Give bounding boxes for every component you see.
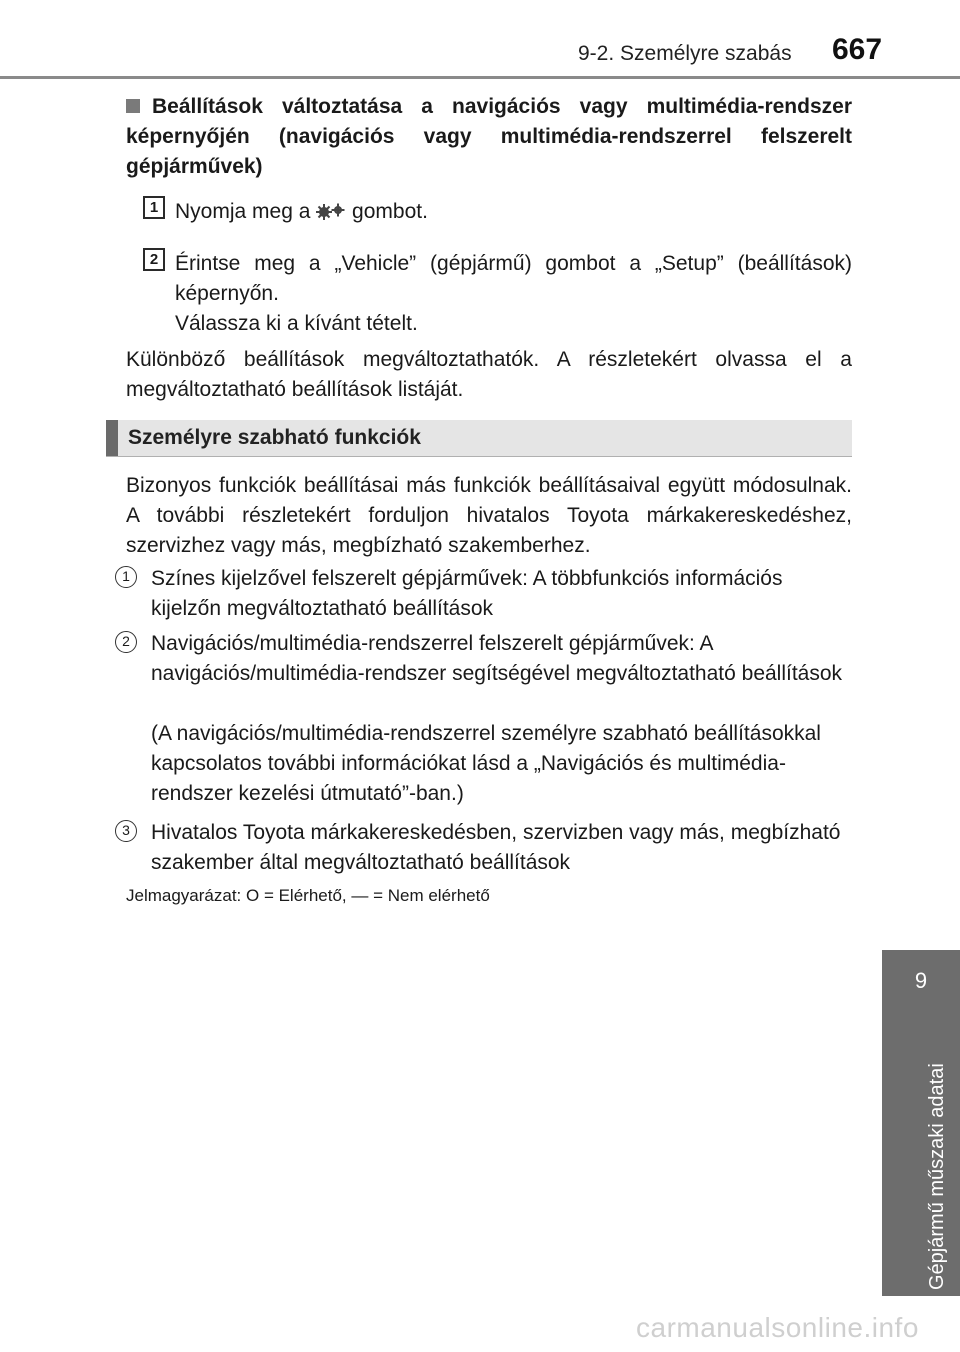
step-2-text: Érintse meg a „Vehicle” (gépjármű) gombot a „Setup” (beállítások) képernyőn. xyxy=(175,252,852,305)
watermark: carmanualsonline.info xyxy=(636,1312,919,1343)
page-number: 667 xyxy=(832,33,883,66)
legend: Jelmagyarázat: O = Elérhető, — = Nem elérhető xyxy=(126,886,490,905)
item-3-text: Hivatalos Toyota márkakereskedésben, szervizben vagy más, megbízható szakember által megváltoztatható beállítások xyxy=(151,821,841,874)
section-label: 9-2. Személyre szabás xyxy=(578,42,792,65)
item-2-note: (A navigációs/multimédia-rendszerrel személyre szabható beállításokkal kapcsolatos további információkat lásd a „Navigációs és multimédia-rendszer kezelési útmutató”-ban.) xyxy=(151,722,821,805)
section-paragraph: Bizonyos funkciók beállításai más funkciók beállításaival együtt módosulnak. A további részletekért forduljon hivatalos Toyota márkakereskedéshez, szervizhez vagy más, megbízható szakemberhez. xyxy=(126,474,852,557)
section-heading xyxy=(106,420,852,456)
section-heading-text: Személyre szabható funkciók xyxy=(128,426,421,449)
step-2-subtext: Válassza ki a kívánt tételt. xyxy=(175,312,418,335)
header-divider xyxy=(0,76,960,79)
item-2-text: Navigációs/multimédia-rendszerrel felszerelt gépjárművek: A navigációs/multimédia-rendszer segítségével megváltoztatható beállítások xyxy=(151,632,843,685)
step-number-1: 1 xyxy=(143,196,165,219)
subsection-heading-text: Beállítások változtatása a navigációs vagy multimédia-rendszer képernyőjén (navigációs vagy multimédia-rendszerrel felszerelt gépjárművek) xyxy=(126,95,852,178)
chapter-title: Gépjármű műszaki adatai xyxy=(926,1063,948,1290)
gear-icon xyxy=(316,199,346,229)
intro-note: Különböző beállítások megváltoztathatók. A részletekért olvassa el a megváltoztatható beállítások listáját. xyxy=(126,348,852,401)
section-heading-rule xyxy=(106,456,852,457)
step-number-2: 2 xyxy=(143,248,165,271)
item-1-text: Színes kijelzővel felszerelt gépjárművek: A többfunkciós információs kijelzőn megváltoztatható beállítások xyxy=(151,567,783,620)
subsection-heading xyxy=(126,92,852,182)
item-number-1: 1 xyxy=(115,566,137,588)
step-1-text xyxy=(175,197,852,229)
item-number-2: 2 xyxy=(115,631,137,653)
chapter-number: 9 xyxy=(914,968,928,993)
step-1-text-end: gombot. xyxy=(346,200,428,223)
section-heading-bar xyxy=(106,420,118,456)
item-number-3: 3 xyxy=(115,820,137,842)
step-1-text-start: Nyomja meg a xyxy=(175,200,317,223)
